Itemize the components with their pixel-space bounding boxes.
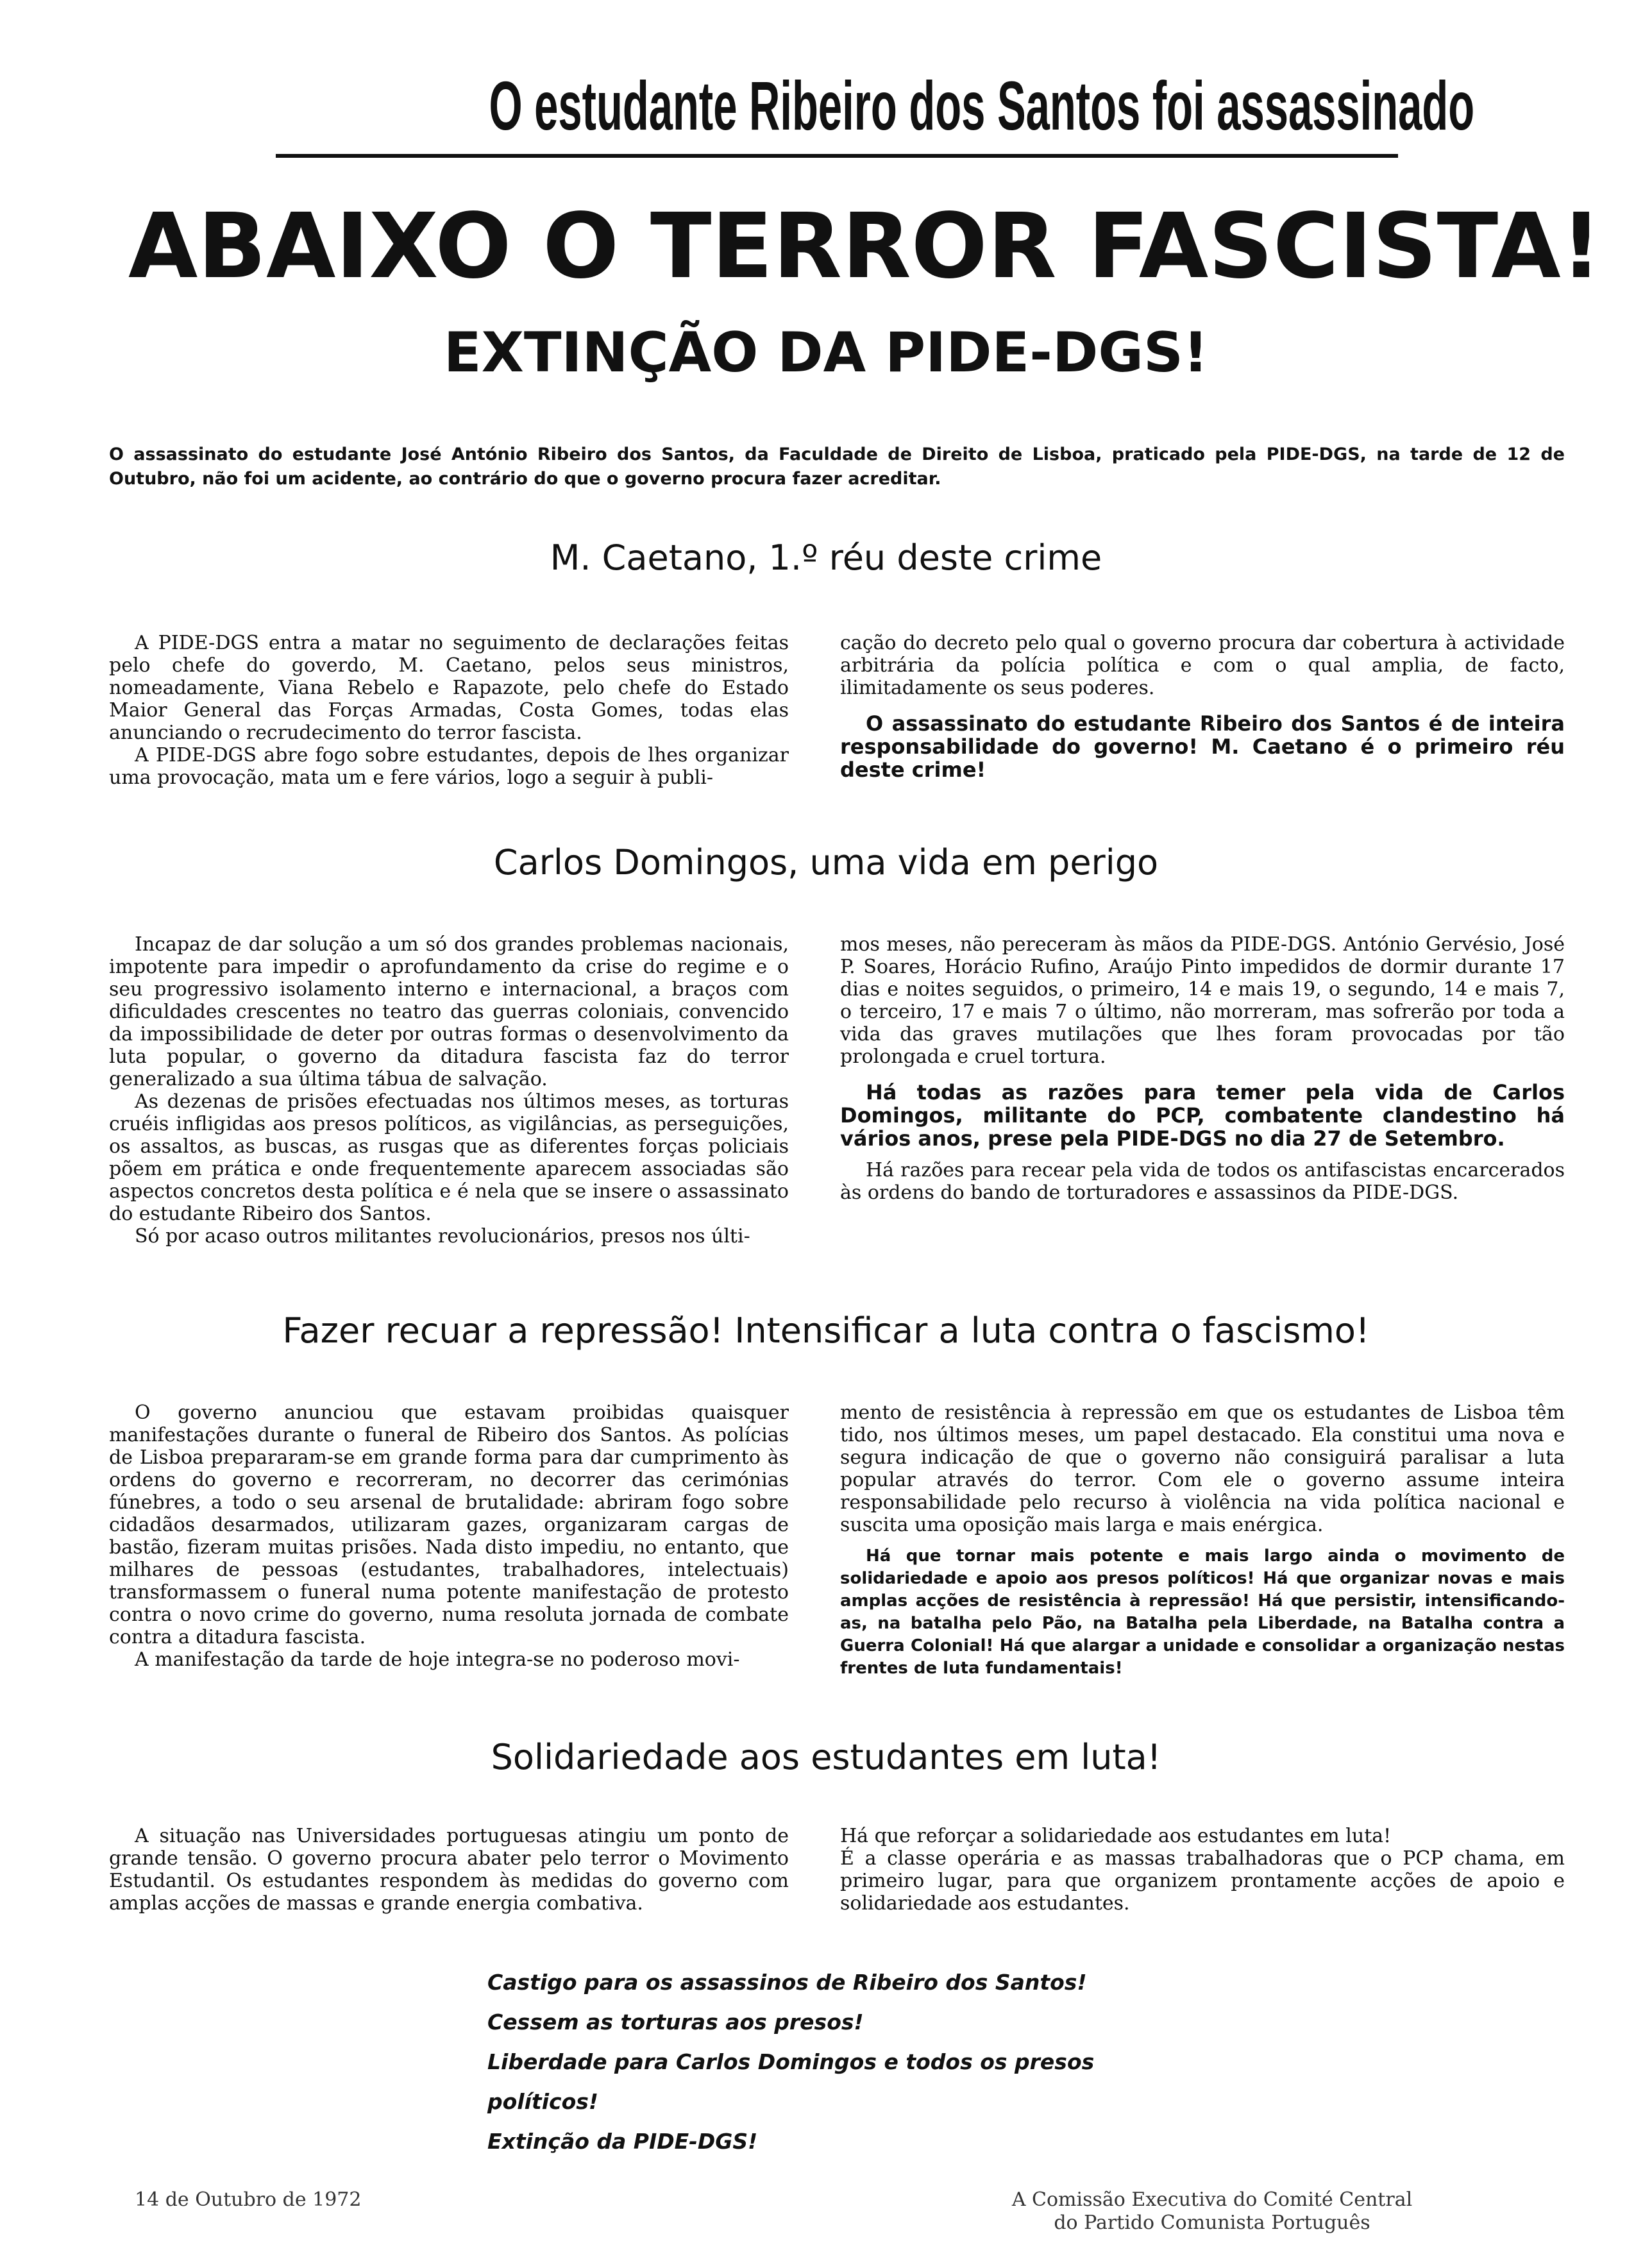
section3-right-column — [840, 1401, 1565, 1680]
intro-paragraph: O assassinato do estudante José António Ribeiro dos Santos, da Faculdade de Direito de Lisboa, praticado pela PIDE-DGS, na tarde de 12 de Outubro, não foi um acidente, ao contrário do que o governo procura fazer acreditar. — [109, 444, 1565, 489]
section1-right-column — [840, 632, 1565, 781]
section-title-carlos-domingos: Carlos Domingos, uma vida em perigo — [493, 842, 1159, 883]
footer-signature — [962, 2188, 1462, 2235]
paragraph: É a classe operária e as massas trabalhadoras que o PCP chama, em primeiro lugar, para que organizem prontamente acções de apoio e solidariedade aos estudantes. — [840, 1847, 1565, 1915]
emphasis-paragraph: Há todas as razões para temer pela vida de Carlos Domingos, militante do PCP, combatente clandestino há vários anos, prese pela PIDE-DGS no dia 27 de Setembro. — [840, 1080, 1565, 1151]
section4-left-column — [109, 1825, 789, 1915]
paragraph: A PIDE-DGS entra a matar no seguimento de declarações feitas pelo chefe do goverdo, M. Caetano, pelos seus ministros, nomeadamente, Viana Rebelo e Rapazote, pelo chefe do Estado Maior General das Forças Armadas, Costa Gomes, todas elas anunciando o recrudecimento do terror fascista. — [109, 632, 789, 744]
paragraph: mos meses, não pereceram às mãos da PIDE-DGS. António Gervésio, José P. Soares, Horácio Rufino, Araújo Pinto impedidos de dormir durante 17 dias e noites seguidos, o primeiro, 14 e mais 19, o segundo, 14 e mais 7, o terceiro, 17 e mais 7 o último, não morreram, mas sofrerão por toda a vida das graves mutilações que lhes foram provocadas por tão prolongada e cruel tortura. — [840, 933, 1565, 1068]
signature-line: A Comissão Executiva do Comité Central — [1011, 2188, 1413, 2211]
paragraph: A manifestação da tarde de hoje integra-se no poderoso movi- — [135, 1648, 740, 1671]
paragraph: mento de resistência à repressão em que os estudantes de Lisboa têm tido, nos últimos meses, um papel destacado. Ela constitui uma nova e segura indicação de que o governo não consiguirá paralisar a luta popular através do terror. Com ele o governo assume inteira responsabilidade pelo recurso à violência na vida política nacional e suscita uma oposição mais larga e mais enérgica. — [840, 1401, 1565, 1536]
section2-right-column — [840, 933, 1565, 1204]
slogan: Castigo para os assassinos de Ribeiro dos Santos! — [487, 1970, 1087, 1995]
section1-left-column — [109, 632, 789, 789]
footer-date: 14 de Outubro de 1972 — [135, 2188, 362, 2211]
sub-headline: EXTINÇÃO DA PIDE-DGS! — [443, 321, 1209, 385]
section2-left-column — [109, 933, 789, 1248]
paragraph: Há que reforçar a solidariedade aos estudantes em luta! — [840, 1825, 1392, 1847]
emphasis-paragraph: Há que tornar mais potente e mais largo ainda o movimento de solidariedade e apoio aos presos políticos! Há que organizar novas e mais amplas acções de resistência à repressão! Há que persistir, intensificando-as, na batalha pelo Pão, na Batalha pela Liberdade, na Batalha contra a Guerra Colonial! Há que alargar a unidade e consolidar a organização nestas frentes de luta fundamentais! — [840, 1546, 1565, 1678]
main-headline: ABAIXO O TERROR FASCISTA! — [128, 194, 1602, 299]
paragraph: As dezenas de prisões efectuadas nos últimos meses, as torturas cruéis infligidas aos presos políticos, as vigilâncias, as perseguições, os assaltos, as buscas, as rusgas que as diferentes forças policiais põem em prática e onde frequentemente aparecem associadas são aspectos concretos desta política e é nela que se insere o assassinato do estudante Ribeiro dos Santos. — [109, 1090, 789, 1225]
paragraph: cação do decreto pelo qual o governo procura dar cobertura à actividade arbitrária da polícia política e com o qual amplia, de facto, ilimitadamente os seus poderes. — [840, 632, 1565, 699]
section4-right-column — [840, 1825, 1565, 1915]
section-title-caetano: M. Caetano, 1.º réu deste crime — [550, 537, 1102, 578]
paragraph: A situação nas Universidades portuguesas atingiu um ponto de grande tensão. O governo procura abater pelo terror o Movimento Estudantil. Os estudantes respondem às medidas do governo com amplas acções de massas e grande energia combativa. — [109, 1825, 789, 1915]
paragraph: O governo anunciou que estavam proibidas quaisquer manifestações durante o funeral de Ribeiro dos Santos. As polícias de Lisboa prepararam-se em grande forma para dar cumprimento às ordens do governo e recorreram, no decorrer das cerimónias fúnebres, a todo o seu arsenal de brutalidade: abriram fogo sobre cidadãos desarmados, utilizaram gazes, organizaram cargas de bastão, fizeram muitas prisões. Nada disto impediu, no entanto, que milhares de pessoas (estudantes, trabalhadores, intelectuais) transformassem o funeral numa potente manifestação de protesto contra o novo crime do governo, numa resoluta jornada de combate contra a ditadura fascista. — [109, 1401, 789, 1648]
paragraph: A PIDE-DGS abre fogo sobre estudantes, depois de lhes organizar uma provocação, mata um e fere vários, logo a seguir à publi- — [109, 744, 789, 789]
paragraph: Só por acaso outros militantes revolucionários, presos nos últi- — [135, 1225, 750, 1248]
kicker-headline: O estudante Ribeiro dos Santos foi assassinado — [489, 67, 1475, 144]
paragraph: Incapaz de dar solução a um só dos grandes problemas nacionais, impotente para impedir o aprofundamento da crise do regime e o seu progressivo isolamento interno e internacional, a braços com dificuldades crescentes no teatro das guerras coloniais, convencido da impossibilidade de deter por outras formas o desenvolvimento da luta popular, o governo da ditadura fascista faz do terror generalizado a sua última tábua de salvação. — [109, 933, 789, 1090]
signature-line: do Partido Comunista Português — [1054, 2212, 1370, 2234]
section-title-solidariedade: Solidariedade aos estudantes em luta! — [491, 1737, 1161, 1777]
kicker-underline — [276, 154, 1398, 158]
paragraph: Há razões para recear pela vida de todos os antifascistas encarcerados às ordens do bando de torturadores e assassinos da PIDE-DGS. — [840, 1159, 1565, 1204]
section3-left-column — [109, 1401, 789, 1671]
slogan: Cessem as torturas aos presos! — [487, 2010, 864, 2035]
section-title-repressao: Fazer recuar a repressão! Intensificar a luta contra o fascismo! — [282, 1310, 1370, 1351]
slogan: Extinção da PIDE-DGS! — [487, 2129, 758, 2154]
slogan: políticos! — [487, 2089, 598, 2114]
slogan-list — [487, 1963, 1225, 2162]
emphasis-paragraph: O assassinato do estudante Ribeiro dos Santos é de inteira responsabilidade do governo! M. Caetano é o primeiro réu deste crime! — [840, 711, 1565, 782]
slogan: Liberdade para Carlos Domingos e todos os presos — [487, 2049, 1095, 2074]
